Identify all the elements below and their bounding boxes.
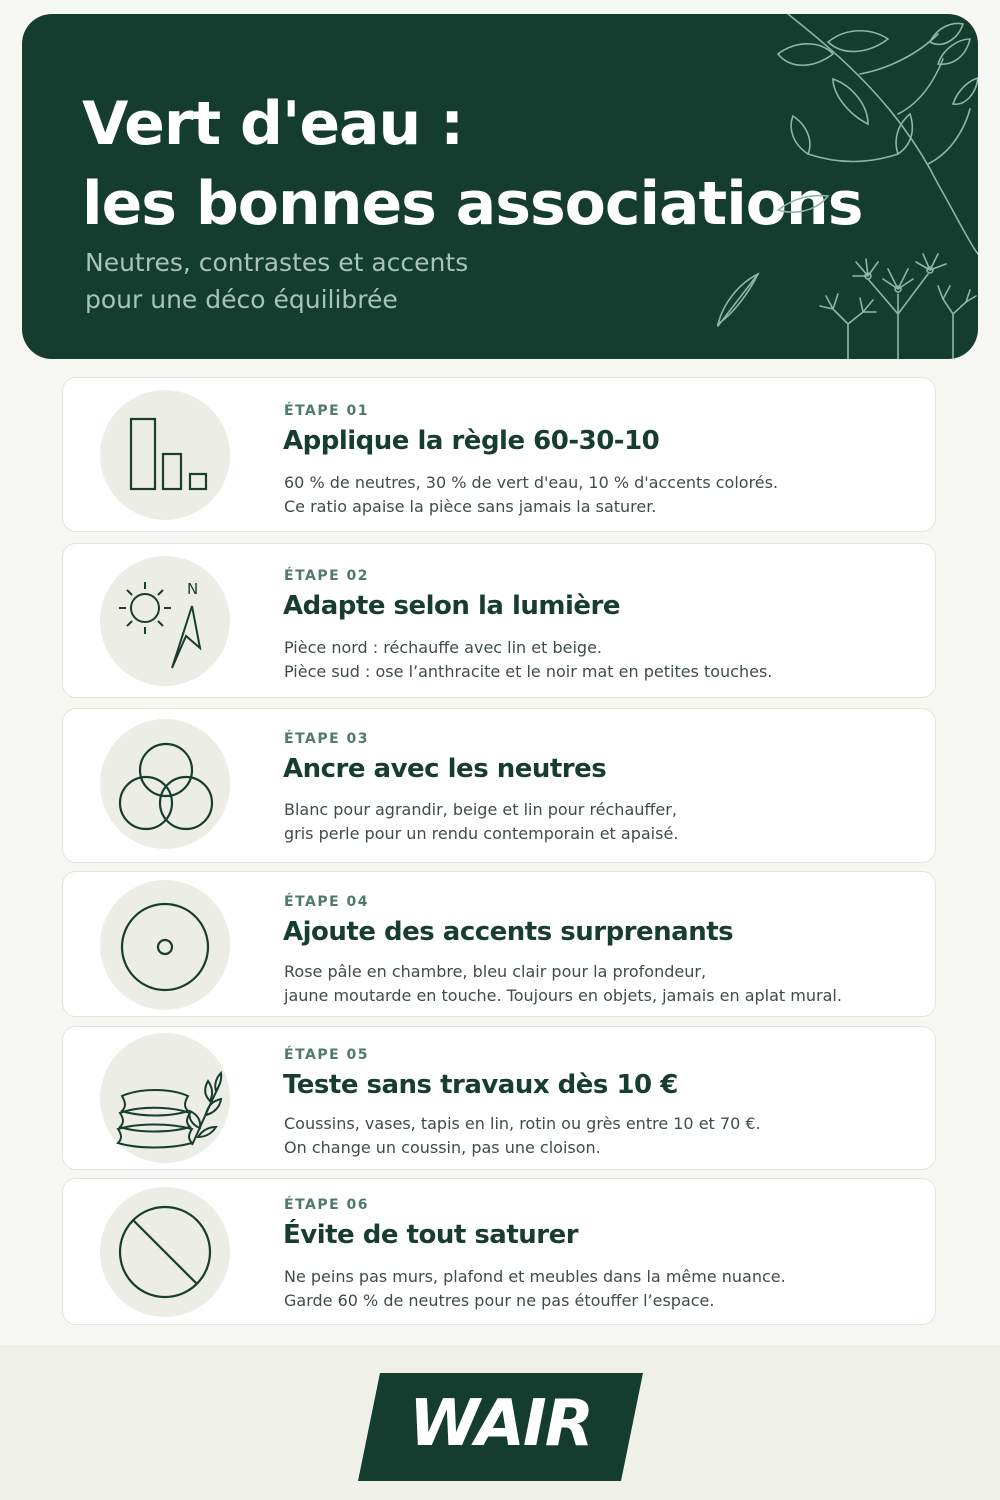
cushions-plant-icon — [100, 1033, 230, 1163]
step-title: Évite de tout saturer — [283, 1220, 579, 1250]
step-description-line: Rose pâle en chambre, bleu clair pour la profondeur, — [284, 962, 707, 981]
step-description-line: Pièce sud : ose l’anthracite et le noir mat en petites touches. — [284, 662, 773, 681]
step-title: Teste sans travaux dès 10 € — [283, 1070, 678, 1100]
step-title: Applique la règle 60-30-10 — [283, 426, 660, 456]
step-description-line: Ce ratio apaise la pièce sans jamais la saturer. — [284, 497, 657, 516]
sun-compass-icon — [100, 556, 230, 686]
step-description-line: jaune moutarde en touche. Toujours en objets, jamais en aplat mural. — [284, 986, 842, 1005]
step-card-02 — [62, 543, 936, 698]
step-card-05 — [62, 1026, 936, 1170]
logo-text: WAIR — [409, 1387, 592, 1461]
title-line-2: les bonnes associations — [82, 169, 863, 239]
step-label: ÉTAPE 02 — [284, 568, 370, 584]
subtitle-line-2: pour une déco équilibrée — [85, 285, 398, 314]
step-description-line: Pièce nord : réchauffe avec lin et beige. — [284, 638, 603, 657]
hero-banner — [22, 14, 978, 359]
bar-chart-icon — [100, 390, 230, 520]
title-line-1: Vert d'eau : — [82, 89, 464, 159]
step-label: ÉTAPE 05 — [284, 1047, 370, 1063]
step-description — [284, 798, 678, 846]
step-description-line: gris perle pour un rendu contemporain et apaisé. — [284, 824, 679, 843]
step-title: Adapte selon la lumière — [283, 591, 620, 621]
step-description-line: On change un coussin, pas une cloison. — [284, 1138, 601, 1157]
botanical-illustration — [598, 14, 978, 359]
step-description — [284, 471, 778, 519]
three-circles-icon — [100, 719, 230, 849]
step-description-line: Garde 60 % de neutres pour ne pas étouffer l’espace. — [284, 1291, 715, 1310]
step-label: ÉTAPE 04 — [284, 894, 370, 910]
step-description — [284, 1265, 786, 1313]
step-description — [284, 636, 772, 684]
step-label: ÉTAPE 06 — [284, 1197, 370, 1213]
page-subtitle — [85, 244, 468, 318]
step-card-01 — [62, 377, 936, 532]
step-card-06 — [62, 1178, 936, 1325]
step-description-line: Coussins, vases, tapis en lin, rotin ou grès entre 10 et 70 €. — [284, 1114, 761, 1133]
brand-logo[interactable] — [358, 1373, 643, 1481]
step-title: Ajoute des accents surprenants — [283, 917, 734, 947]
subtitle-line-1: Neutres, contrastes et accents — [85, 248, 469, 277]
step-description-line: Ne peins pas murs, plafond et meubles dans la même nuance. — [284, 1267, 786, 1286]
step-label: ÉTAPE 01 — [284, 403, 370, 419]
step-description — [284, 1112, 761, 1160]
step-title: Ancre avec les neutres — [283, 754, 607, 784]
prohibited-icon — [100, 1187, 230, 1317]
step-card-03 — [62, 708, 936, 863]
compass-letter: N — [187, 580, 199, 598]
step-label: ÉTAPE 03 — [284, 731, 370, 747]
step-description — [284, 960, 842, 1008]
target-circle-icon — [100, 880, 230, 1010]
step-card-04 — [62, 871, 936, 1017]
step-description-line: Blanc pour agrandir, beige et lin pour réchauffer, — [284, 800, 677, 819]
step-description-line: 60 % de neutres, 30 % de vert d'eau, 10 % d'accents colorés. — [284, 473, 779, 492]
